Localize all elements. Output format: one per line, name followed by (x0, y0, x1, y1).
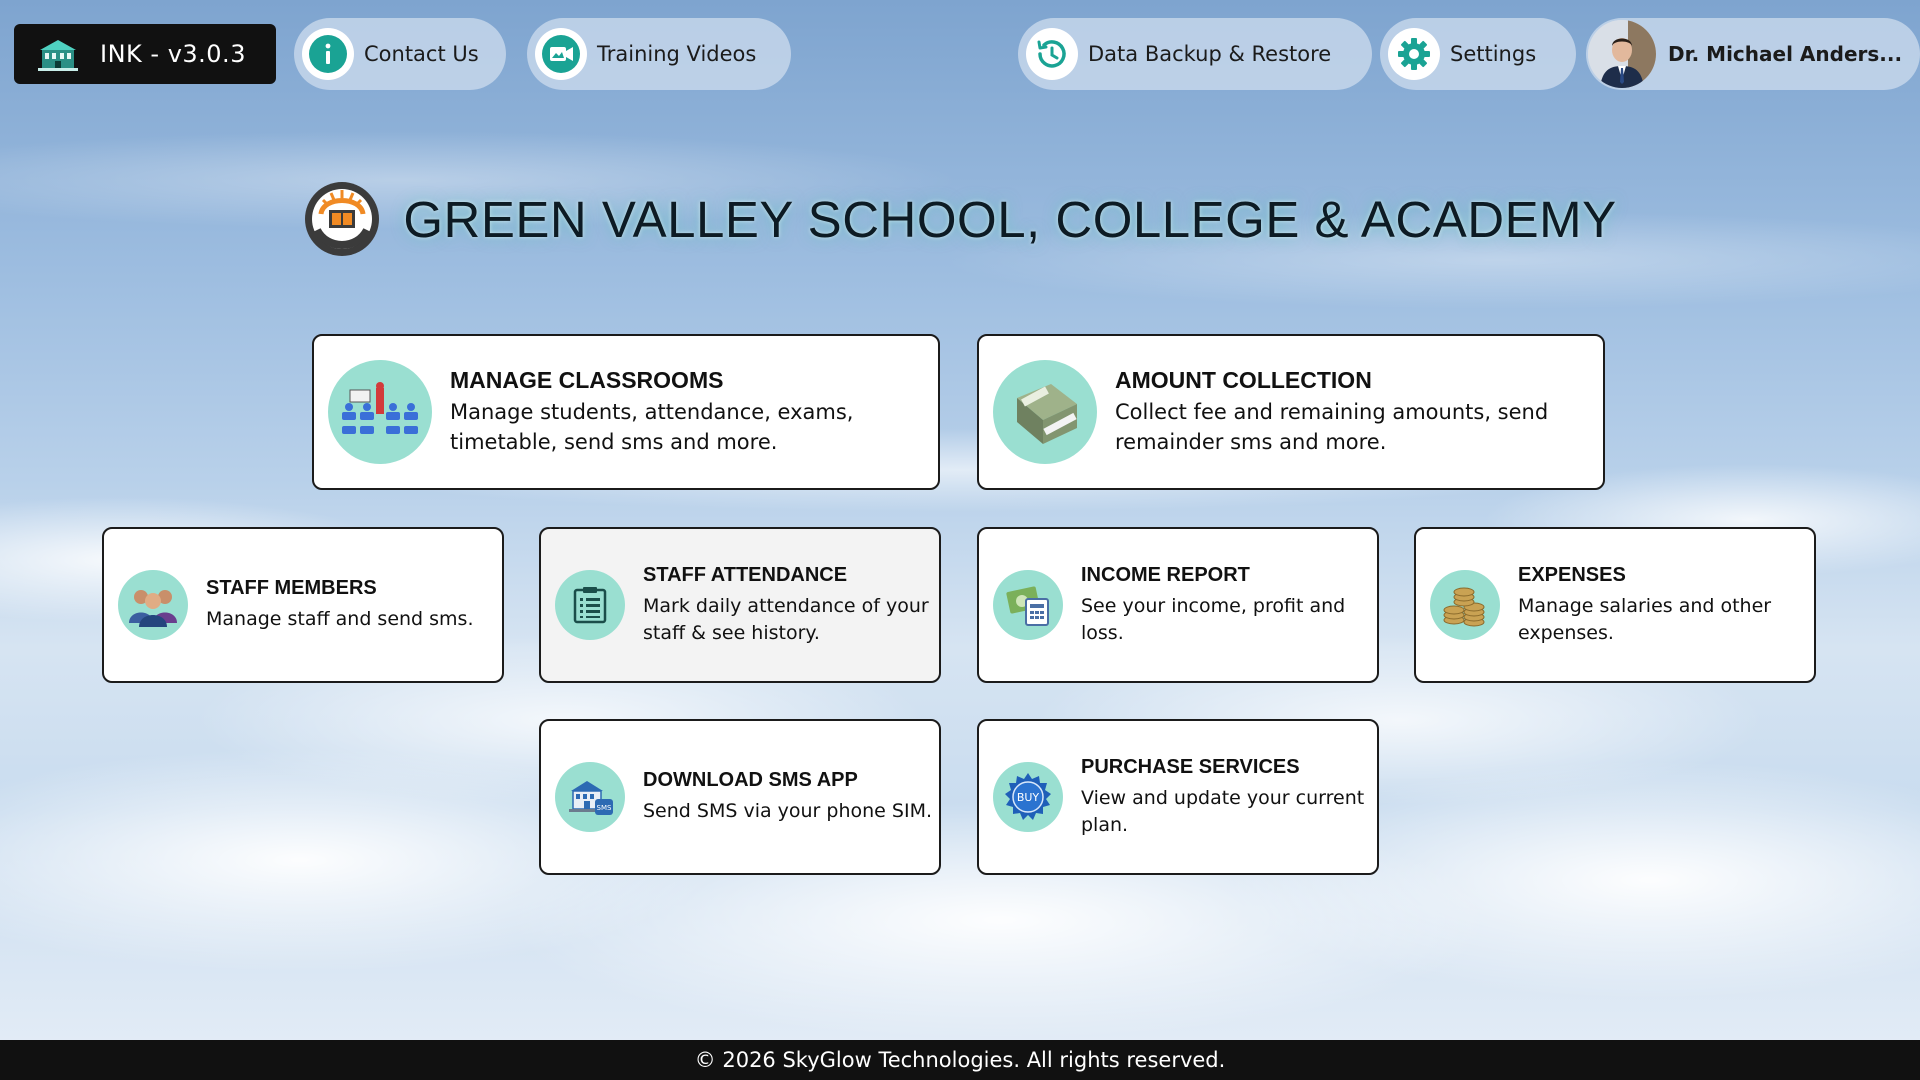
staff-group-icon (118, 570, 188, 640)
card-description: Collect fee and remaining amounts, send remainder sms and more. (1115, 400, 1549, 454)
sms-app-icon (555, 762, 625, 832)
card-description: See your income, profit and loss. (1081, 594, 1346, 644)
classroom-icon (328, 360, 432, 464)
video-camera-icon (535, 28, 587, 80)
income-report-icon (993, 570, 1063, 640)
buy-badge-icon (993, 762, 1063, 832)
purchase-services-card[interactable] (977, 719, 1379, 875)
training-videos-label: Training Videos (597, 42, 757, 66)
money-stack-icon (993, 360, 1097, 464)
contact-us-button[interactable] (294, 18, 506, 90)
checklist-icon (555, 570, 625, 640)
school-building-icon (36, 36, 80, 72)
card-description: Send SMS via your phone SIM. (643, 800, 933, 823)
staff-attendance-card[interactable] (539, 527, 941, 683)
app-brand (14, 24, 276, 84)
card-title: AMOUNT COLLECTION (1115, 367, 1372, 394)
app-version-label: INK - v3.0.3 (100, 40, 246, 68)
download-sms-app-card[interactable] (539, 719, 941, 875)
income-report-card[interactable] (977, 527, 1379, 683)
school-header (0, 180, 1920, 258)
card-title: PURCHASE SERVICES (1081, 755, 1300, 778)
school-title: GREEN VALLEY SCHOOL, COLLEGE & ACADEMY (403, 190, 1617, 248)
card-title: INCOME REPORT (1081, 563, 1250, 586)
history-restore-icon (1026, 28, 1078, 80)
info-icon (302, 28, 354, 80)
manage-classrooms-card[interactable] (312, 334, 940, 490)
contact-us-label: Contact Us (364, 42, 479, 66)
settings-label: Settings (1450, 42, 1537, 66)
card-title: DOWNLOAD SMS APP (643, 769, 858, 792)
card-description: Manage salaries and other expenses. (1518, 594, 1772, 644)
gear-icon (1388, 28, 1440, 80)
card-title: STAFF MEMBERS (206, 577, 377, 600)
settings-button[interactable] (1380, 18, 1576, 90)
copyright-text: © 2026 SkyGlow Technologies. All rights reserved. (694, 1048, 1226, 1072)
coins-icon (1430, 570, 1500, 640)
card-description: Manage students, attendance, exams, timetable, send sms and more. (450, 400, 854, 454)
school-logo-icon (303, 180, 381, 258)
card-description: Mark daily attendance of your staff & see history. (643, 594, 929, 644)
svg-text:BUY: BUY (1016, 791, 1040, 804)
top-bar (14, 18, 1906, 90)
amount-collection-card[interactable] (977, 334, 1605, 490)
card-description: Manage staff and send sms. (206, 608, 474, 631)
card-title: STAFF ATTENDANCE (643, 563, 848, 586)
expenses-card[interactable] (1414, 527, 1816, 683)
avatar (1588, 20, 1656, 88)
card-title: MANAGE CLASSROOMS (450, 367, 724, 394)
card-description: View and update your current plan. (1081, 786, 1365, 836)
user-profile-button[interactable] (1586, 18, 1920, 90)
training-videos-button[interactable] (527, 18, 791, 90)
staff-members-card[interactable] (102, 527, 504, 683)
card-title: EXPENSES (1518, 563, 1626, 586)
data-backup-restore-label: Data Backup & Restore (1088, 42, 1332, 66)
svg-text:SMS: SMS (596, 804, 612, 812)
footer-bar (0, 1040, 1920, 1080)
data-backup-restore-button[interactable] (1018, 18, 1372, 90)
user-name: Dr. Michael Anders... (1668, 42, 1903, 66)
